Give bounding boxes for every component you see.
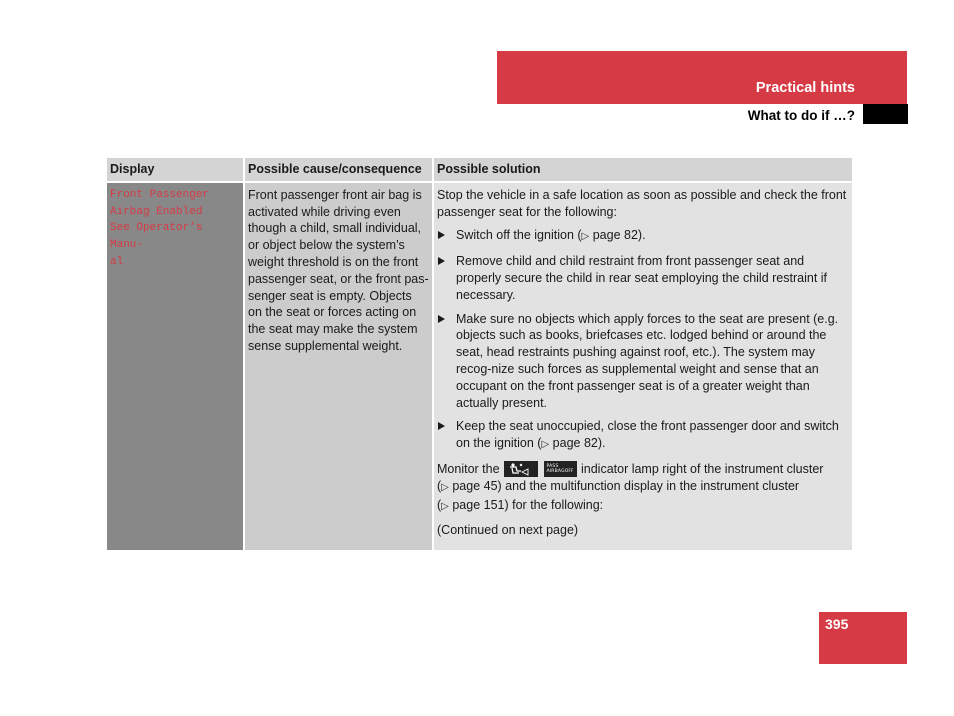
solution-intro: Stop the vehicle in a safe location as soon as possible and check the front passenger seat for the following:: [437, 187, 847, 219]
display-message: Front Passenger Airbag Enabled See Operator’s Manu- al: [110, 188, 210, 268]
column-header-solution: Possible solution: [434, 158, 852, 181]
solution-steps: [437, 227, 849, 454]
monitor-middle: indicator lamp right of the instrument cluster: [580, 461, 824, 476]
page-reference-icon: ▷: [541, 439, 550, 451]
triangle-bullet-icon: [438, 422, 445, 430]
triangle-bullet-icon: [438, 257, 445, 265]
monitor-line2: ) and the multifunction display in the instrument cluster: [497, 478, 800, 493]
monitor-line3: ) for the following:: [504, 497, 604, 512]
cause-cell: [245, 183, 432, 550]
page-reference-icon: ▷: [441, 481, 449, 493]
lamp-label-off: OFF: [564, 468, 574, 474]
page-reference: page 151: [452, 497, 505, 512]
hints-table: [105, 156, 854, 552]
lamp-label-pass: PASS: [546, 463, 559, 469]
page-reference-icon: ▷: [441, 500, 449, 512]
monitor-paragraph: Monitor the PASS AIRBAG OFF indicator lamp right of the instrument cluster (▷ page 45) and the multifunction display in the instrument cluster (▷ page 151) for the following:: [437, 461, 824, 512]
solution-cell: [434, 183, 852, 550]
column-header-cause: Possible cause/consequence: [245, 158, 432, 181]
list-item: [437, 227, 849, 246]
step-text: Switch off the ignition (: [456, 228, 582, 243]
subsection-title: What to do if …?: [747, 108, 855, 123]
page-number: 395: [825, 616, 849, 632]
cause-text: Front passenger front air bag is activated while driving even though a child, small individual, or object below the system’s weight threshold is on the front passenger seat, or the front pas-senger seat is empty. Objects on the seat or forces acting on the seat may make the system sense supplemental weight.: [248, 187, 429, 353]
page-reference: page 82: [552, 436, 598, 451]
list-item: [437, 253, 849, 303]
step-tail: ).: [637, 228, 646, 243]
passenger-airbag-off-icon: [544, 461, 577, 477]
monitor-prefix: Monitor the: [437, 461, 500, 476]
continued-note: (Continued on next page): [437, 523, 579, 538]
section-title: Practical hints: [755, 80, 855, 96]
display-cell: [107, 183, 243, 550]
page-number-box: [819, 612, 907, 664]
list-item: [437, 311, 849, 412]
section-tab-marker: [863, 104, 908, 124]
list-item: [437, 418, 849, 454]
step-text: Remove child and child restraint from front passenger seat and properly secure the child in rear seat employing the child restraint if necessary.: [456, 254, 828, 302]
page-reference-icon: ▷: [581, 231, 590, 243]
step-text: Keep the seat unoccupied, close the front passenger door and switch on the ignition (: [456, 419, 839, 451]
page-reference: page 45: [452, 478, 498, 493]
step-tail: ).: [597, 436, 606, 451]
page-reference: page 82: [592, 228, 638, 243]
header-bar: [497, 51, 907, 104]
table-header-row: [107, 158, 852, 181]
table-row: [107, 183, 852, 550]
lamp-label-airbag: AIRBAG: [546, 468, 565, 474]
step-text: Make sure no objects which apply forces to the seat are present (e.g. objects such as books, briefcases etc. lodged behind or around the seat, head restraints pushing against roof, etc.). The system may recog-nize such forces as supplemental weight and sense that an occupant on the front passenger seat is of a greater weight than actually present.: [456, 311, 839, 410]
child-seat-airbag-icon: [504, 461, 538, 477]
triangle-bullet-icon: [438, 231, 445, 239]
triangle-bullet-icon: [438, 315, 445, 323]
column-header-display: Display: [107, 158, 243, 181]
